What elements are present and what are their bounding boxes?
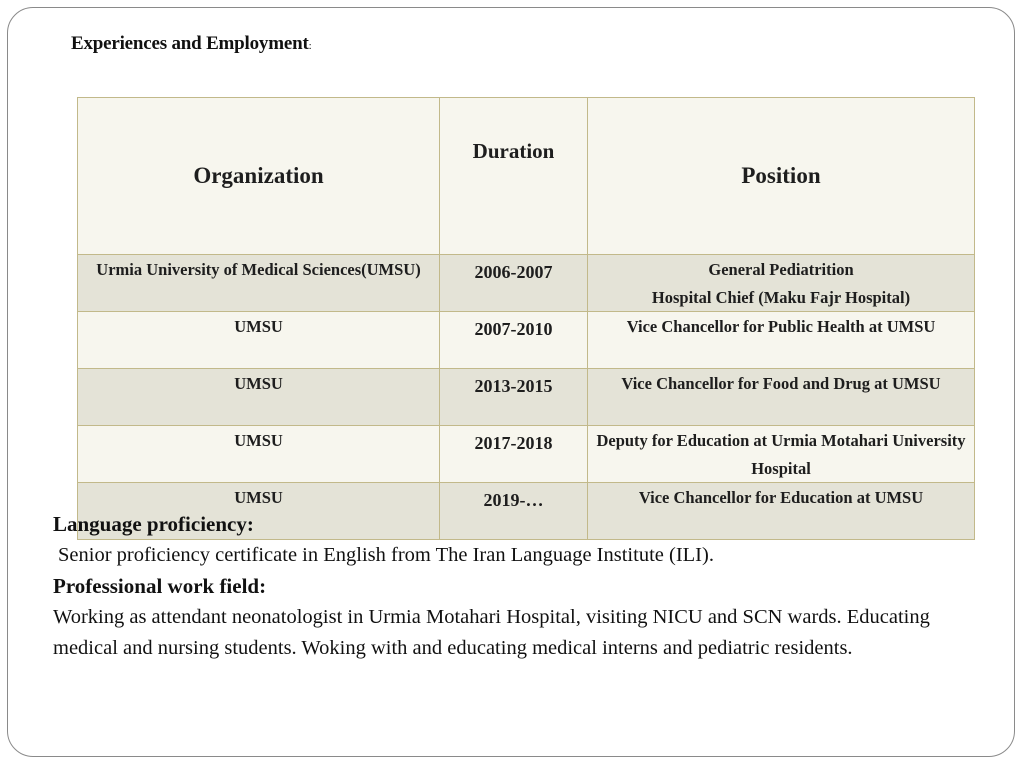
table-row [78,255,975,312]
work-field-text: Working as attendant neonatologist in Urmia Motahari Hospital, visiting NICU and SCN wards. Educating medical and nursing students. Woking with and educating medical interns and pediatric residents. [53,606,930,659]
header-position: Position [588,98,975,255]
cell-position: Deputy for Education at Urmia Motahari University Hospital [588,426,975,483]
language-label: Language proficiency: [53,512,254,536]
position-line: General Pediatrition [708,260,854,279]
employment-table [77,97,975,540]
body-text [53,509,993,664]
cell-position: Vice Chancellor for Public Health at UMSU [588,312,975,369]
table-row [78,426,975,483]
cell-organization: UMSU [78,312,440,369]
cell-organization: Urmia University of Medical Sciences(UMSU) [78,255,440,312]
header-organization: Organization [78,98,440,255]
cell-position [588,255,975,312]
cell-duration: 2006-2007 [440,255,588,312]
table-header-row [78,98,975,255]
header-duration: Duration [440,98,588,255]
cell-organization: UMSU [78,369,440,426]
cell-position: Vice Chancellor for Food and Drug at UMSU [588,369,975,426]
table-row [78,369,975,426]
cell-position: Vice Chancellor for Education at UMSU [588,483,975,540]
language-text: Senior proficiency certificate in English from The Iran Language Institute (ILI). [58,544,714,566]
cell-duration: 2007-2010 [440,312,588,369]
cell-duration: 2019-… [440,483,588,540]
heading-colon: : [308,40,312,52]
cell-organization: UMSU [78,483,440,540]
cell-duration: 2017-2018 [440,426,588,483]
cell-organization: UMSU [78,426,440,483]
cell-duration: 2013-2015 [440,369,588,426]
work-field-label: Professional work field: [53,574,267,598]
section-heading [71,33,311,55]
position-line: Hospital Chief (Maku Fajr Hospital) [651,287,911,307]
heading-text: Experiences and Employment [71,33,309,54]
table-row [78,312,975,369]
